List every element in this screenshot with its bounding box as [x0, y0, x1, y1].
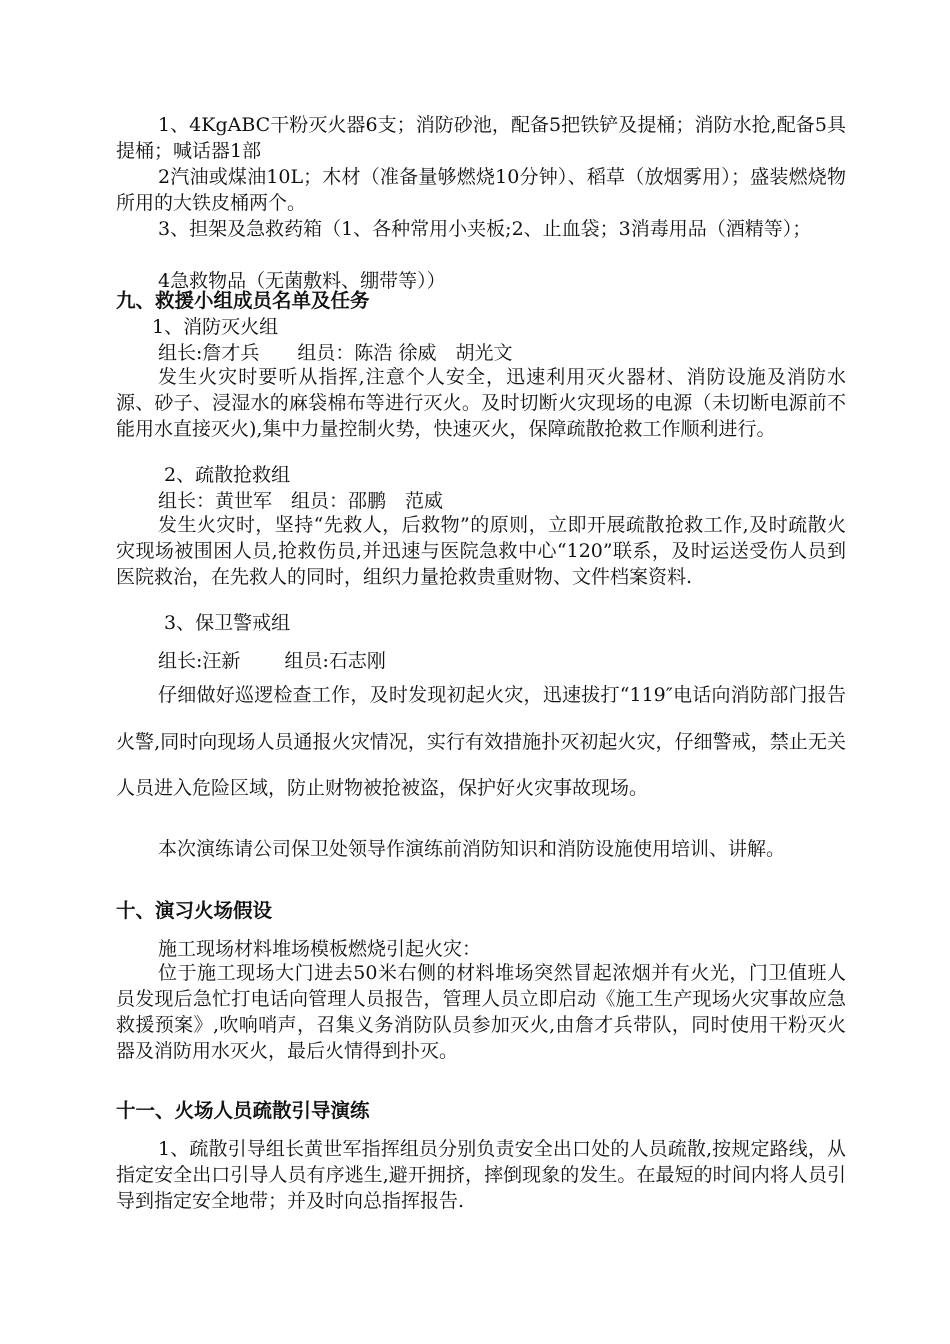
- group-1-title: 1、消防灭火组: [152, 316, 279, 338]
- section-11-heading: 十一、火场人员疏散引导演练: [116, 1099, 370, 1122]
- group-1-members: 组长:詹才兵 组员：陈浩 徐威 胡光文: [158, 342, 513, 364]
- group-3-members: 组长:汪新 组员:石志刚: [158, 650, 386, 672]
- training-note: 本次演练请公司保卫处领导作演练前消防知识和消防设施使用培训、讲解。: [158, 838, 786, 860]
- group-2-members: 组长：黄世军 组员：邵鹏 范威: [158, 490, 444, 512]
- section-9-heading: 九、救援小组成员名单及任务: [116, 289, 370, 312]
- fire-scenario-body: 位于施工现场大门进去50米右侧的材料堆场突然冒起浓烟并有火光，门卫值班人员发现后急忙打电话向管理人员报告，管理人员立即启动《施工生产现场火灾事故应急救援预案》,吹响哨声，召集义务消防队员参加灭火,由詹才兵带队，同时使用干粉灭火器及消防用水灭火，最后火情得到扑灭。: [116, 962, 846, 1062]
- group-2-title: 2、疏散抢救组: [164, 464, 291, 486]
- group-3-duty: 仔细做好巡逻检查工作，及时发现初起火灾，迅速拔打“119″电话向消防部门报告火警,同时向现场人员通报火灾情况，实行有效措施扑灭初起火灾，仔细警戒，禁止无关人员进入危险区域，防止财物被抢被盗，保护好火灾事故现场。: [116, 684, 846, 799]
- equipment-item-4: 4急救物品（无菌敷料、绷带等））: [158, 270, 446, 292]
- group-3-title: 3、保卫警戒组: [164, 612, 291, 634]
- equipment-item-1: 1、4KgABC干粉灭火器6支；消防砂池，配备5把铁铲及提桶；消防水抢,配备5具提桶；喊话器1部: [116, 114, 846, 162]
- fire-scenario-intro: 施工现场材料堆场模板燃烧引起火灾：: [158, 938, 482, 960]
- evacuation-item-1: 1、疏散引导组长黄世军指挥组员分别负责安全出口处的人员疏散,按规定路线，从指定安全出口引导人员有序逃生,避开拥挤，摔倒现象的发生。在最短的时间内将人员引导到指定安全地带；并及时向总指挥报告.: [116, 1138, 846, 1212]
- equipment-item-2: 2汽油或煤油10L；木材（准备量够燃烧10分钟）、稻草（放烟雾用）；盛装燃烧物所用的大铁皮桶两个。: [116, 166, 846, 214]
- group-2-duty: 发生火灾时，坚持“先救人，后救物”的原则，立即开展疏散抢救工作,及时疏散火灾现场被围困人员,抢救伤员,并迅速与医院急救中心“120”联系，及时运送受伤人员到医院救治，在先救人的同时，组织力量抢救贵重财物、文件档案资料.: [116, 514, 846, 588]
- group-1-duty: 发生火灾时要听从指挥,注意个人安全，迅速利用灭火器材、消防设施及消防水源、砂子、浸湿水的麻袋棉布等进行灭火。及时切断火灾现场的电源（未切断电源前不能用水直接灭火),集中力量控制火势，快速灭火，保障疏散抢救工作顺利进行。: [116, 366, 846, 440]
- equipment-item-3: 3、担架及急救药箱（1、各种常用小夹板;2、止血袋；3消毒用品（酒精等）；: [158, 218, 812, 240]
- section-10-heading: 十、演习火场假设: [116, 899, 273, 922]
